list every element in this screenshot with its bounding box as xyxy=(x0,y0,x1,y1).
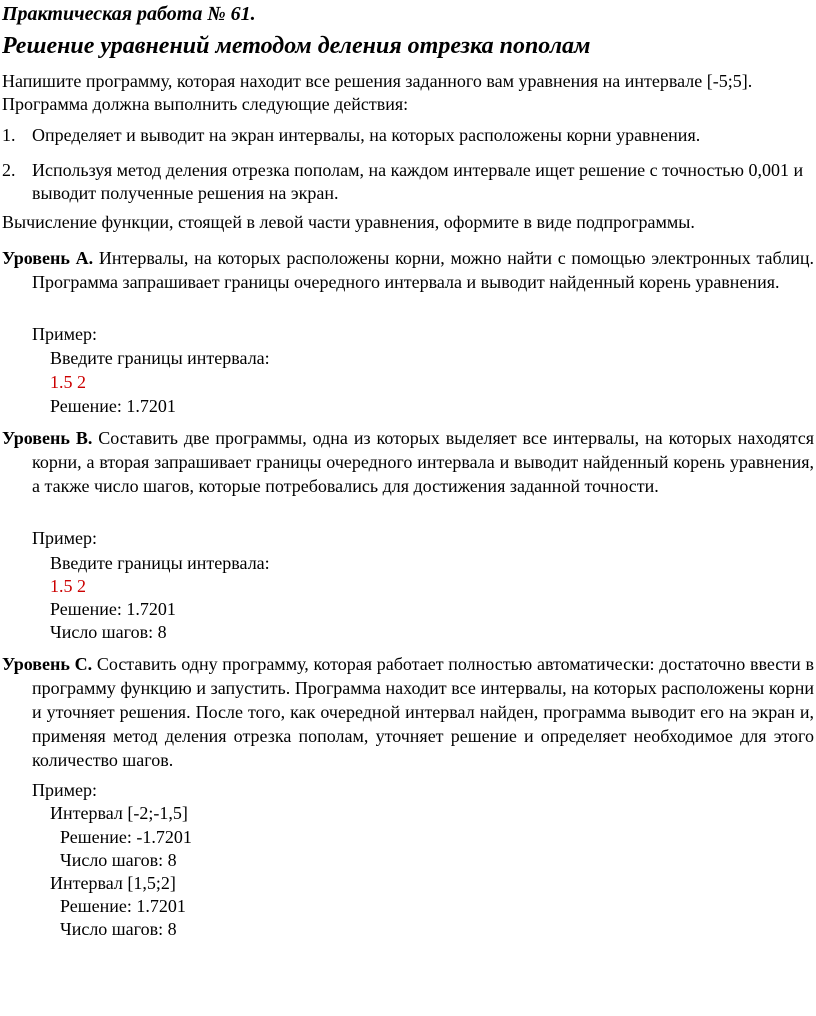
level-a-solution: Решение: 1.7201 xyxy=(50,396,176,416)
steps-list xyxy=(2,124,814,217)
level-c-paragraph xyxy=(2,652,814,772)
level-a-input: 1.5 2 xyxy=(50,372,86,392)
level-c-interval-1: Интервал [-2;-1,5] xyxy=(50,803,188,823)
level-b-solution: Решение: 1.7201 xyxy=(50,599,176,619)
level-c-solution-1: Решение: -1.7201 xyxy=(60,827,192,847)
level-a-label: Уровень А. xyxy=(2,248,94,268)
list-number: 1. xyxy=(2,125,16,145)
subroutine-note: Вычисление функции, стоящей в левой части уравнения, оформите в виде подпрограммы. xyxy=(2,212,695,232)
level-b-steps: Число шагов: 8 xyxy=(50,622,167,642)
level-c-solution-2: Решение: 1.7201 xyxy=(60,896,186,916)
level-c-label: Уровень С. xyxy=(2,654,93,674)
list-text: Определяет и выводит на экран интервалы, на которых расположены корни уравнения. xyxy=(32,125,701,145)
level-c-example-label: Пример: xyxy=(32,780,98,800)
level-c-interval-2: Интервал [1,5;2] xyxy=(50,873,176,893)
intro-text: Напишите программу, которая находит все решения заданного вам уравнения на интервале [-5;5]. Программа должна выполнить следующие действия: xyxy=(2,71,753,114)
level-b-input: 1.5 2 xyxy=(50,576,86,596)
level-b-example-label: Пример: xyxy=(32,528,98,548)
list-text: Используя метод деления отрезка пополам, на каждом интервале ищет решение с точностью 0,001 и выводит полученные решения на экран. xyxy=(32,160,804,203)
level-a-paragraph xyxy=(2,246,814,294)
level-a-prompt: Введите границы интервала: xyxy=(50,348,270,368)
level-b-text: Составить две программы, одна из которых выделяет все интервалы, на которых находятся корни, а вторая запрашивает границы очередного интервала и выводит найденный корень уравнения, а также число шагов, которые потребовались для достижения заданной точности. xyxy=(32,428,815,496)
level-b-label: Уровень В. xyxy=(2,428,93,448)
level-c-steps-2: Число шагов: 8 xyxy=(60,919,177,939)
list-item xyxy=(2,159,814,205)
level-c-steps-1: Число шагов: 8 xyxy=(60,850,177,870)
level-c-text: Составить одну программу, которая работает полностью автоматически: достаточно ввести в программу функцию и запустить. Программа находит все интервалы, на которых расположены корни и уточняет решения. После того, как очередной интервал найден, программа выводит его на экран и, применяя метод деления отрезка пополам, уточняет решение и определяет необходимое для этого количество шагов. xyxy=(32,654,814,770)
list-item xyxy=(2,124,814,147)
level-a-text: Интервалы, на которых расположены корни, можно найти с помощью электронных таблиц. Программа запрашивает границы очередного интервала и выводит найденный корень уравнения. xyxy=(32,248,814,292)
level-b-paragraph xyxy=(2,426,814,498)
work-title: Практическая работа № 61. xyxy=(2,3,256,25)
level-b-prompt: Введите границы интервала: xyxy=(50,553,270,573)
list-number: 2. xyxy=(2,160,16,180)
level-a-example-label: Пример: xyxy=(32,324,98,344)
topic-title: Решение уравнений методом деления отрезка пополам xyxy=(2,33,591,59)
